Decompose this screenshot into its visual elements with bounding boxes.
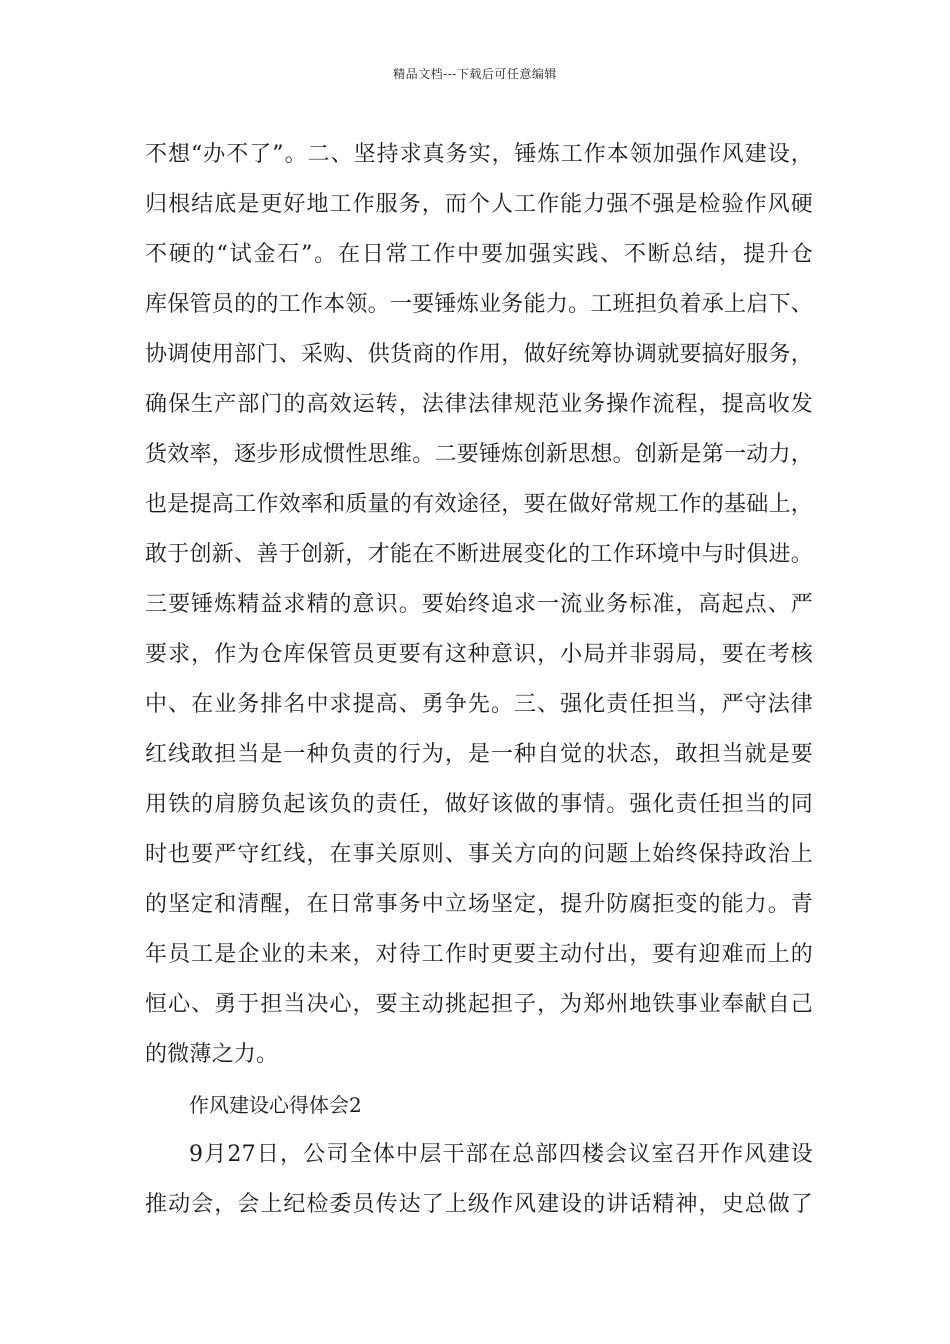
text-line: 也是提高工作效率和质量的有效途径，要在做好常规工作的基础上， — [145, 492, 813, 517]
text-line: 三要锤炼精益求精的意识。要始终追求一流业务标准，高起点、严 — [145, 592, 813, 617]
text-line: 货效率，逐步形成惯性思维。二要锤炼创新思想。创新是第一动力， — [145, 442, 813, 467]
document-body — [145, 130, 813, 1230]
text-line: 要求，作为仓库保管员更要有这种意识，小局并非弱局，要在考核 — [145, 642, 813, 667]
text-line: 不想“办不了”。二、坚持求真务实，锤炼工作本领加强作风建设， — [145, 142, 813, 167]
text-line: 年员工是企业的未来，对待工作时更要主动付出，要有迎难而上的 — [145, 942, 813, 967]
text-line: 敢于创新、善于创新，才能在不断进展变化的工作环境中与时俱进。 — [145, 542, 813, 567]
text-line: 归根结底是更好地工作服务，而个人工作能力强不强是检验作风硬 — [145, 192, 813, 217]
text-line: 恒心、勇于担当决心，要主动挑起担子，为郑州地铁事业奉献自己 — [145, 992, 813, 1017]
paragraph-2 — [145, 1130, 813, 1230]
text-line: 的微薄之力。 — [145, 1042, 279, 1067]
text-line: 用铁的肩膀负起该负的责任，做好该做的事情。强化责任担当的同 — [145, 792, 813, 817]
text-line: 9月27日，公司全体中层干部在总部四楼会议室召开作风建设 — [189, 1142, 813, 1167]
text-line: 中、在业务排名中求提高、勇争先。三、强化责任担当，严守法律 — [145, 692, 813, 717]
text-line: 确保生产部门的高效运转，法律法律规范业务操作流程，提高收发 — [145, 392, 813, 417]
text-line: 协调使用部门、采购、供货商的作用，做好统筹协调就要搞好服务， — [145, 342, 813, 367]
text-line: 不硬的“试金石”。在日常工作中要加强实践、不断总结，提升仓 — [145, 242, 813, 267]
text-line: 时也要严守红线，在事关原则、事关方向的问题上始终保持政治上 — [145, 842, 813, 867]
text-line: 推动会，会上纪检委员传达了上级作风建设的讲话精神，史总做了 — [145, 1192, 813, 1217]
text-line: 库保管员的的工作本领。一要锤炼业务能力。工班担负着承上启下、 — [145, 292, 813, 317]
text-line: 红线敢担当是一种负责的行为，是一种自觉的状态，敢担当就是要 — [145, 742, 813, 767]
section-title: 作风建设心得体会2 — [189, 1093, 362, 1117]
text-line: 的坚定和清醒，在日常事务中立场坚定，提升防腐拒变的能力。青 — [145, 892, 813, 917]
paragraph-1 — [145, 130, 813, 1080]
page-header: 精品文档---下载后可任意编辑 — [393, 67, 557, 81]
